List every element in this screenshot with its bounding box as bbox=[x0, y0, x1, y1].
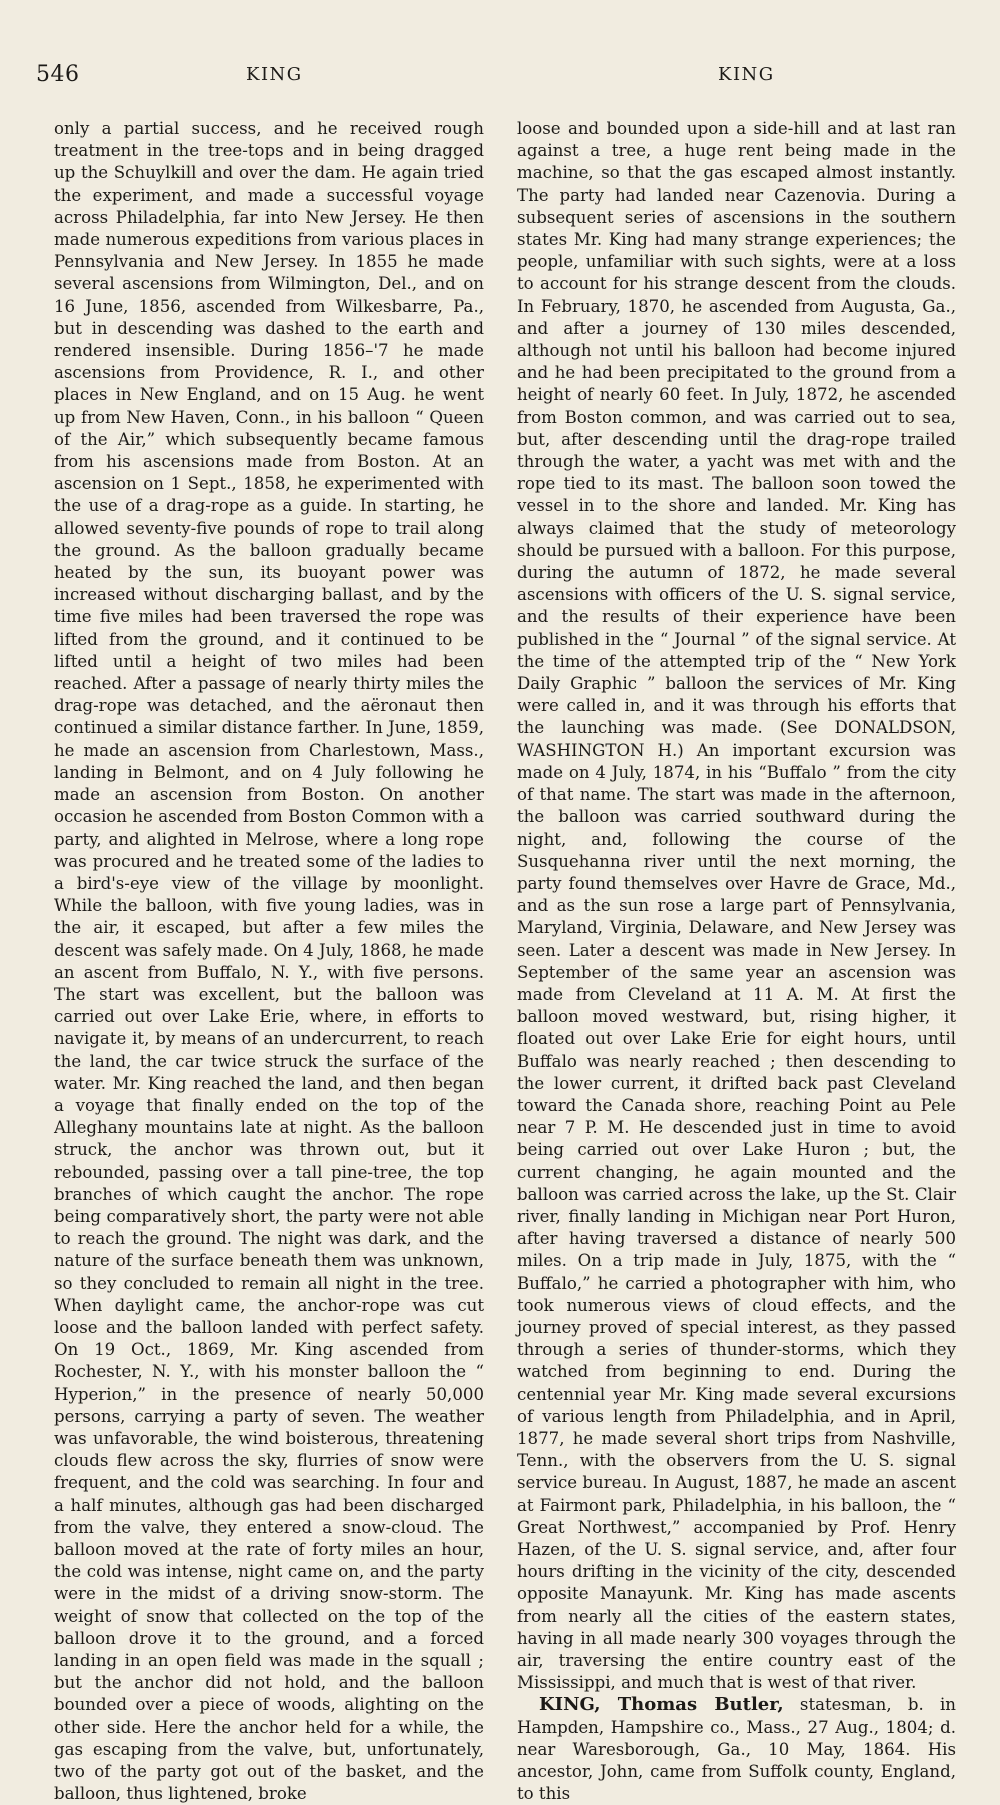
running-head-right: KING bbox=[718, 64, 775, 85]
right-column-text: loose and bounded upon a side-hill and at last ran against a tree, a huge rent being made in the machine, so that the gas escaped almost instantly. The party had landed near Cazenovia. During a subsequent series of ascensions in the southern states Mr. King had many strange experiences; the people, unfamiliar with such sights, were at a loss to account for his strange descent from the clouds. In February, 1870, he ascended from Augusta, Ga., and after a journey of 130 miles descended, although not until his balloon had become injured and he had been precipitated to the ground from a height of nearly 60 feet. In July, 1872, he ascended from Boston common, and was carried out to sea, but, after descending until the drag-rope trailed through the water, a yacht was met with and the rope tied to its mast. The balloon soon towed the vessel in to the shore and landed. Mr. King has always claimed that the study of meteorology should be pursued with a balloon. For this purpose, during the autumn of 1872, he made several ascensions with officers of the U. S. signal service, and the results of their experience have been published in the “ Journal ” of the signal service. At the time of the attempted trip of the “ New York Daily Graphic ” balloon the services of Mr. King were called in, and it was through his efforts that the launching was made. (See DONALDSON, WASHINGTON H.) An important excursion was made on 4 July, 1874, in his “Buffalo ” from the city of that name. The start was made in the afternoon, the balloon was carried southward during the night, and, following the course of the Susquehanna river until the next morning, the party found themselves over Havre de Grace, Md., and as the sun rose a large part of Pennsylvania, Maryland, Virginia, Delaware, and New Jersey was seen. Later a descent was made in New Jersey. In September of the same year an ascension was made from Cleveland at 11 A. M. At first the balloon moved westward, but, rising higher, it floated out over Lake Erie for eight hours, until Buffalo was nearly reached ; then descending to the lower current, it drifted back past Cleveland toward the Canada shore, reaching Point au Pele near 7 P. M. He descended just in time to avoid being carried out over Lake Huron ; but, the current changing, he again mounted and the balloon was carried across the lake, up the St. Clair river, finally landing in Michigan near Port Huron, after having traversed a distance of nearly 500 miles. On a trip made in July, 1875, with the “ Buffalo,” he carried a photographer with him, who took numerous views of cloud effects, and the journey proved of special interest, as they passed through a series of thunder-storms, which they watched from beginning to end. During the centennial year Mr. King made several excursions of various length from Philadelphia, and in April, 1877, he made several short trips from Nashville, Tenn., with the observers from the U. S. signal service bureau. In August, 1887, he made an ascent at Fairmont park, Philadelphia, in his balloon, the “ Great Northwest,” accompanied by Prof. Henry Hazen, of the U. S. signal service, and, after four hours drifting in the vicinity of the city, descended opposite Manayunk. Mr. King has made ascents from nearly all the cities of the eastern states, having in all made nearly 300 voyages through the air, traversing the entire country east of the Mississippi, and much that is west of that river. bbox=[517, 119, 956, 1693]
entry-headword: KING, Thomas Butler, bbox=[539, 1694, 784, 1716]
left-column bbox=[54, 118, 484, 1804]
page-header bbox=[36, 62, 964, 102]
page-number: 546 bbox=[36, 62, 80, 87]
right-column bbox=[517, 118, 956, 1804]
running-head-left: KING bbox=[246, 64, 303, 85]
biography-entry bbox=[517, 1694, 956, 1805]
left-column-text: only a partial success, and he received rough treatment in the tree-tops and in being dragged up the Schuylkill and over the dam. He again tried the experiment, and made a successful voyage across Philadelphia, far into New Jersey. He then made numerous expeditions from various places in Pennsylvania and New Jersey. In 1855 he made several ascensions from Wilmington, Del., and on 16 June, 1856, ascended from Wilkesbarre, Pa., but in descending was dashed to the earth and rendered insensible. During 1856–'7 he made ascensions from Providence, R. I., and other places in New England, and on 15 Aug. he went up from New Haven, Conn., in his balloon “ Queen of the Air,” which subsequently became famous from his ascensions made from Boston. At an ascension on 1 Sept., 1858, he experimented with the use of a drag-rope as a guide. In starting, he allowed seventy-five pounds of rope to trail along the ground. As the balloon gradually became heated by the sun, its buoyant power was increased without discharging ballast, and by the time five miles had been traversed the rope was lifted from the ground, and it continued to be lifted until a height of two miles had been reached. After a passage of nearly thirty miles the drag-rope was detached, and the aëronaut then continued a similar distance farther. In June, 1859, he made an ascension from Charlestown, Mass., landing in Belmont, and on 4 July following he made an ascension from Boston. On another occasion he ascended from Boston Common with a party, and alighted in Melrose, where a long rope was procured and he treated some of the ladies to a bird's-eye view of the village by moonlight. While the balloon, with five young ladies, was in the air, it escaped, but after a few miles the descent was safely made. On 4 July, 1868, he made an ascent from Buffalo, N. Y., with five persons. The start was excellent, but the balloon was carried out over Lake Erie, where, in efforts to navigate it, by means of an undercurrent, to reach the land, the car twice struck the surface of the water. Mr. King reached the land, and then began a voyage that finally ended on the top of the Alleghany mountains late at night. As the balloon struck, the anchor was thrown out, but it rebounded, passing over a tall pine-tree, the top branches of which caught the anchor. The rope being comparatively short, the party were not able to reach the ground. The night was dark, and the nature of the surface beneath them was unknown, so they concluded to remain all night in the tree. When daylight came, the anchor-rope was cut loose and the balloon landed with perfect safety. On 19 Oct., 1869, Mr. King ascended from Rochester, N. Y., with his monster balloon the “ Hyperion,” in the presence of nearly 50,000 persons, carrying a party of seven. The weather was unfavorable, the wind boisterous, threatening clouds flew across the sky, flurries of snow were frequent, and the cold was searching. In four and a half minutes, although gas had been discharged from the valve, they entered a snow-cloud. The balloon moved at the rate of forty miles an hour, the cold was intense, night came on, and the party were in the midst of a driving snow-storm. The weight of snow that collected on the top of the balloon drove it to the ground, and a forced landing in an open field was made in the squall ; but the anchor did not hold, and the balloon bounded over a piece of woods, alighting on the other side. Here the anchor held for a while, the gas escaping from the valve, but, unfortunately, two of the party got out of the basket, and the balloon, thus lightened, broke bbox=[54, 119, 484, 1804]
entry-text: statesman, b. in Hampden, Hampshire co., Mass., 27 Aug., 1804; d. near Waresborough, Ga., 10 May, 1864. His ancestor, John, came from Suffolk county, England, to this bbox=[517, 1695, 956, 1804]
